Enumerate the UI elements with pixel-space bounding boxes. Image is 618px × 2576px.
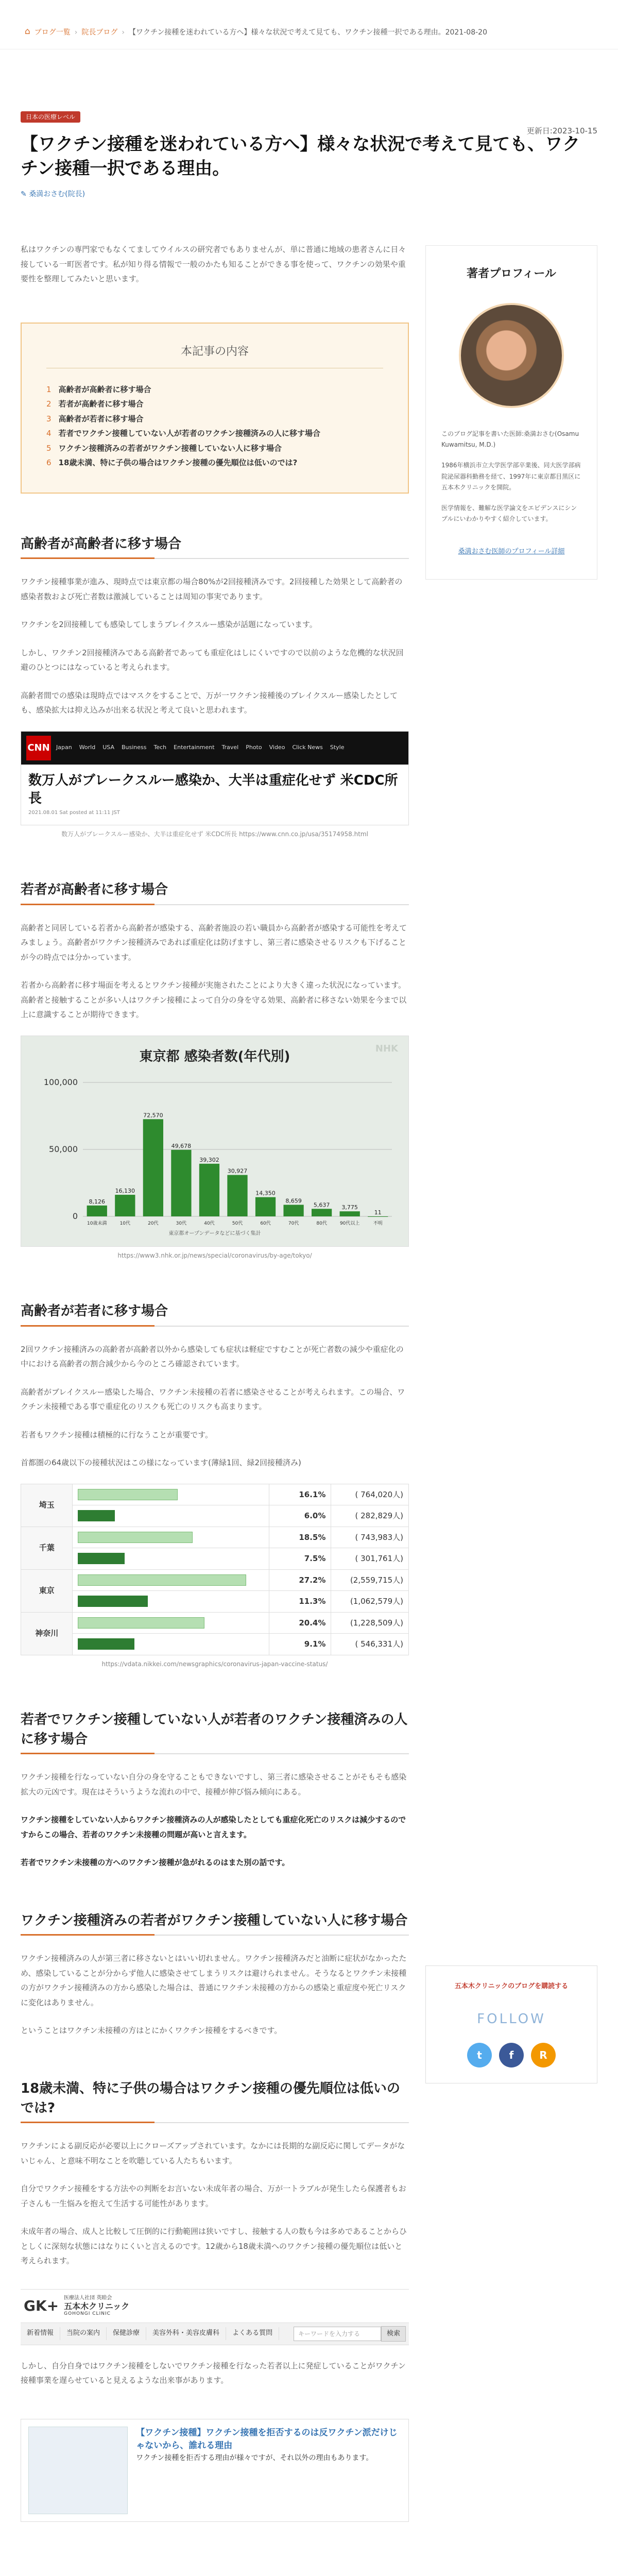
profile-text: このブログ記事を書いた医師:桑満おさむ(Osamu Kuwamitsu, M.D.) <box>441 430 579 449</box>
profile-title: 著者プロフィール <box>467 267 556 280</box>
related-article-text <box>136 2427 401 2514</box>
x-tick-label: 50代 <box>232 1221 243 1226</box>
bar-value-label: 39,302 <box>199 1156 219 1163</box>
follow-box <box>425 1965 597 2083</box>
bar-value-label: 72,570 <box>143 1112 163 1119</box>
progress-cell <box>73 1484 269 1505</box>
body-paragraph: 若者から高齢者に移す場面を考えるとワクチン接種が実施されたことにより大きく違った状況になっています。高齢者と接触することが多い人はワクチン接種によって自分の身を守る効果、高齢者に移さない効果を今まで以上に意識することが期待できます。 <box>21 980 407 1020</box>
breadcrumb-director-blog[interactable]: 院長ブログ <box>81 28 118 37</box>
clinic-search-input[interactable]: キーワードを入力する <box>294 2327 381 2341</box>
category-badge[interactable]: 日本の医療レベル <box>21 111 80 123</box>
breadcrumb-blog-list[interactable]: ブログ一覧 <box>34 28 71 37</box>
chart-watermark: NHK <box>375 1043 398 1054</box>
clinic-nav-item[interactable]: 新着情報 <box>21 2327 60 2340</box>
y-tick-label: 0 <box>72 1211 78 1221</box>
x-tick-label: 不明 <box>373 1221 383 1226</box>
y-tick-label: 50,000 <box>49 1144 78 1154</box>
twitter-icon[interactable]: t <box>467 2043 492 2067</box>
avatar <box>459 303 564 408</box>
table-row <box>21 1527 409 1548</box>
cnn-date: 2021.08.01 Sat posted at 11:11 JST <box>28 809 120 816</box>
cnn-logo: CNN <box>26 736 51 760</box>
percent-cell: 16.1% <box>269 1484 331 1505</box>
clinic-name-line: 五本木クリニック <box>64 2301 130 2311</box>
table-row <box>21 1612 409 1634</box>
author-profile <box>425 245 597 580</box>
count-cell: ( 301,761人) <box>331 1548 409 1570</box>
vaccination-table <box>21 1484 409 1655</box>
intro-paragraph: 私はワクチンの専門家でもなくてましてウイルスの研究者でもありませんが、単に普通に地域の患者さんに日々接している一町医者です。私が知り得る情報で一般のかたも知ることができる事を使って、ワクチンの効果や重要性を整理してみたいと思います。 <box>21 245 406 284</box>
chart-title: 東京都 感染者数(年代別) <box>139 1048 290 1064</box>
body-paragraph: ワクチンを2回接種しても感染してしまうブレイクスルー感染が話題になっています。 <box>21 620 317 630</box>
x-tick-label: 10代 <box>119 1221 131 1226</box>
cnn-nav-item: Entertainment <box>174 744 215 751</box>
body-paragraph: 高齢者と同居している若者から高齢者が感染する、高齢者施設の若い職員から高齢者が感染する可能性を考えてみましょう。高齢者がワクチン接種済みであれば重症化は防げますし、第三者に感染させるリスクも下げることが今の時点では分かっています。 <box>21 923 407 962</box>
chart-bar <box>87 1206 107 1216</box>
clinic-blog-subscribe[interactable]: 五本木クリニックのブログを購読する <box>454 1982 569 1990</box>
cnn-body <box>21 765 408 825</box>
body-paragraph <box>21 1812 409 1842</box>
section-heading: 高齢者が高齢者に移す場合 <box>21 535 409 560</box>
profile-text: 1986年横浜市立大学医学部卒業後、同大医学部病院泌尿器科勤務を経て、1997年に東京都目黒区に五本木クリニックを開院。 <box>441 461 581 492</box>
cnn-nav-item: Video <box>269 744 285 751</box>
body-paragraph: しかし、自分自身ではワクチン接種をしないでワクチン接種を行なった若者以上に発症していることがワクチン接種事業を遅らせていると見えるような出来事があります。 <box>21 2361 406 2385</box>
count-cell: (1,228,509人) <box>331 1612 409 1634</box>
bar-value-label: 8,126 <box>89 1198 106 1205</box>
vaccination-progress-bar <box>78 1489 177 1500</box>
related-article-excerpt: ワクチン接種を拒否する理由が様々ですが、それ以外の理由もあります。 <box>136 2453 373 2462</box>
x-tick-label: 60代 <box>260 1221 271 1226</box>
chart-bar <box>199 1164 219 1216</box>
cnn-nav-item: Tech <box>153 744 167 751</box>
clinic-nav-item[interactable]: 保健診療 <box>107 2327 146 2340</box>
x-tick-label: 10歳未満 <box>87 1221 107 1226</box>
body-paragraph: ワクチン接種事業が進み、現時点では東京都の場合80%が2回接種済みです。2回接種した効果として高齢者の感染者数および死亡者数は激減していることは周知の事実であります。 <box>21 577 403 601</box>
x-tick-label: 20代 <box>148 1221 159 1226</box>
chart-bar <box>143 1119 163 1216</box>
bar-value-label: 16,130 <box>115 1187 135 1194</box>
cnn-header <box>21 732 408 765</box>
cnn-nav-item: Photo <box>246 744 262 751</box>
toc-item[interactable]: 6 18歳未満、特に子供の場合はワクチン接種の優先順位は低いのでは? <box>46 458 298 468</box>
home-icon[interactable]: ⌂ <box>25 26 30 37</box>
toc-item[interactable]: 4 若者でワクチン接種していない人が若者のワクチン接種済みの人に移す場合 <box>46 429 321 438</box>
image-caption[interactable]: 数万人がブレークスルー感染か、大半は重症化せず 米CDC所長 https://www.cnn.co.jp/usa/35174958.html <box>61 830 368 838</box>
bar-value-label: 11 <box>374 1209 382 1216</box>
body-paragraph: ワクチン接種済みの人が第三者に移さないとはいい切れません。ワクチン接種済みだと油断に症状がなかったため、感染していることが分からず他人に感染させてしまうリスクは避けられません。そうなるとワクチン未接種の方がワクチン接種済みの方から感染した場合は、普通にワクチン未接種の方からの感染と重症度や死亡リスクに変化はありません。 <box>21 1954 407 2007</box>
table-row <box>21 1634 409 1655</box>
cnn-nav-item: Travel <box>221 744 239 751</box>
vaccination-progress-bar <box>78 1510 115 1521</box>
follow-label: FOLLOW <box>477 2011 546 2027</box>
table-row <box>21 1484 409 1505</box>
y-tick-label: 100,000 <box>43 1077 78 1087</box>
x-tick-label: 70代 <box>288 1221 299 1226</box>
author-link[interactable] <box>21 188 85 201</box>
clinic-search-button[interactable]: 検索 <box>381 2326 406 2342</box>
percent-cell: 18.5% <box>269 1527 331 1548</box>
related-article-card[interactable] <box>21 2419 409 2522</box>
cnn-headline: 数万人がブレークスルー感染か、大半は重症化せず 米CDC所長 <box>28 772 398 806</box>
body-paragraph: ワクチンによる副反応が必要以上にクローズアップされています。なかには長期的な副反応に関してデータがないじゃん、と意味不明なことを吹聴している人たちもいます。 <box>21 2141 405 2165</box>
table-of-contents <box>21 323 409 494</box>
toc-item[interactable]: 5 ワクチン接種済みの若者がワクチン接種していない人に移す場合 <box>46 443 282 453</box>
bar-value-label: 3,775 <box>341 1204 358 1211</box>
toc-title: 本記事の内容 <box>46 341 383 368</box>
progress-cell <box>73 1569 269 1591</box>
cnn-nav-item: Business <box>121 744 147 751</box>
chart-bar <box>115 1195 135 1216</box>
count-cell: (1,062,579人) <box>331 1591 409 1613</box>
section-heading: 18歳未満、特に子供の場合はワクチン接種の優先順位は低いのでは? <box>21 2079 409 2123</box>
vaccination-progress-bar <box>78 1553 124 1564</box>
percent-cell: 11.3% <box>269 1591 331 1613</box>
chart-note: 東京都オープンデータなどに基づく集計 <box>168 1230 261 1236</box>
clinic-nav-item[interactable]: よくある質問 <box>226 2327 279 2340</box>
body-paragraph <box>21 1855 409 1870</box>
rss-icon[interactable]: R <box>531 2043 556 2067</box>
sidebar <box>425 49 597 2522</box>
percent-cell: 6.0% <box>269 1505 331 1527</box>
chart-bar <box>227 1175 247 1216</box>
profile-text: 医学情報を、難解な医学論文をエビデンスにシンプルにいわかりやすく紹介しています。 <box>441 504 577 523</box>
x-tick-label: 90代以上 <box>339 1221 360 1226</box>
count-cell: ( 743,983人) <box>331 1527 409 1548</box>
body-paragraph: 首都圏の64歳以下の接種状況はこの様になっています(薄緑1回、緑2回接種済み) <box>21 1458 301 1468</box>
chart-bar <box>171 1150 191 1216</box>
section-heading: 若者でワクチン接種していない人が若者のワクチン接種済みの人に移す場合 <box>21 1710 409 1754</box>
chart-bar <box>368 1216 388 1217</box>
count-cell: ( 546,331人) <box>331 1634 409 1655</box>
chart-bar <box>312 1209 332 1216</box>
vaccination-progress-bar <box>78 1596 148 1607</box>
body-paragraph: 未成年者の場合、成人と比較して圧倒的に行動範囲は狭いですし、接触する人の数も今は多めであることからひとしくに深刻な状態にはなりにくいと言えるのです。12歳から18歳未満へのワクチン接種の優先順位は低いと考えられます。 <box>21 2227 407 2266</box>
chart-bar <box>340 1211 360 1216</box>
section-heading: 若者が高齢者に移す場合 <box>21 880 409 905</box>
progress-cell <box>73 1505 269 1527</box>
percent-cell: 20.4% <box>269 1612 331 1634</box>
toc-item[interactable]: 3 高齢者が若者に移す場合 <box>46 414 144 423</box>
updated-date: 更新日:2023-10-15 <box>526 126 597 135</box>
chart-caption[interactable]: https://www3.nhk.or.jp/news/special/coronavirus/by-age/tokyo/ <box>117 1251 312 1259</box>
bar-chart-svg <box>21 1036 408 1246</box>
article-meta <box>21 188 409 201</box>
clinic-logo[interactable] <box>21 2290 409 2323</box>
section-heading: ワクチン接種済みの若者がワクチン接種していない人に移す場合 <box>21 1911 409 1936</box>
cnn-nav-item: Japan <box>56 744 72 751</box>
infection-chart <box>21 1036 409 1247</box>
bold-text: ワクチン接種をしていない人からワクチン接種済みの人が感染したとしても重症化死亡のリスクは減少するのですからこの場合、若者のワクチン未接種の問題が高いと言えます。 <box>21 1815 406 1839</box>
count-cell: ( 764,020人) <box>331 1484 409 1505</box>
body-paragraph: ワクチン接種を行なっていない自分の身を守ることもできないですし、第三者に感染させることがそもそも感染拡大の元凶です。現在はそういうような流れの中で、接種が伸び悩み傾向にある。 <box>21 1772 407 1797</box>
cnn-nav-item: Style <box>330 744 345 751</box>
prefecture-cell: 神奈川 <box>21 1612 73 1655</box>
prefecture-cell: 千葉 <box>21 1527 73 1569</box>
x-tick-label: 30代 <box>176 1221 187 1226</box>
clinic-name-line: 医療法人社団 英睦会 <box>64 2295 112 2301</box>
percent-cell: 7.5% <box>269 1548 331 1570</box>
bar-value-label: 5,637 <box>313 1201 330 1209</box>
progress-cell <box>73 1591 269 1613</box>
clinic-nav <box>21 2323 409 2345</box>
cnn-nav-item: USA <box>102 744 114 751</box>
table-row <box>21 1591 409 1613</box>
bar-value-label: 30,927 <box>227 1167 248 1175</box>
toc-item[interactable]: 1 高齢者が高齢者に移す場合 <box>46 384 151 394</box>
count-cell: ( 282,829人) <box>331 1505 409 1527</box>
chart-bar <box>255 1197 276 1216</box>
toc-item[interactable]: 2 若者が高齢者に移す場合 <box>46 399 144 409</box>
body-paragraph: 高齢者がブレイクスルー感染した場合、ワクチン未接種の若者に感染させることが考えられます。この場合、ワクチン未接種である事で重症化のリスクも死亡のリスクも高まります。 <box>21 1387 405 1412</box>
x-tick-label: 80代 <box>316 1221 327 1226</box>
author-name[interactable]: 桑満おさむ(院長) <box>29 190 85 198</box>
breadcrumb-separator: › <box>122 28 125 37</box>
table-row <box>21 1569 409 1591</box>
cnn-nav-item: World <box>79 744 96 751</box>
breadcrumb <box>0 0 618 49</box>
clinic-banner <box>21 2289 409 2345</box>
body-paragraph: しかし、ワクチン2回接種済みである高齢者であっても重症化はしにくいですので以前のような危機的な状況回避のひとつにはなっていると考えられます。 <box>21 648 404 672</box>
sns-buttons <box>436 2043 587 2067</box>
body-paragraph: 高齢者間での感染は現時点ではマスクをすることで、万が一ワクチン接種後のブレイクスルー感染したとしても、感染拡大は抑え込みが出来る状況と考えて良いと思われます。 <box>21 690 398 715</box>
bar-value-label: 14,350 <box>255 1190 276 1197</box>
cnn-nav <box>56 742 345 753</box>
percent-cell: 9.1% <box>269 1634 331 1655</box>
facebook-icon[interactable]: f <box>499 2043 524 2067</box>
clinic-nav-item[interactable]: 当院の案内 <box>60 2327 107 2340</box>
prefecture-cell: 東京 <box>21 1569 73 1612</box>
vaccination-progress-bar <box>78 1638 134 1650</box>
body-paragraph: ということはワクチン未接種の方はとにかくワクチン接種をするべきです。 <box>21 2026 282 2036</box>
chart-bar <box>283 1205 303 1216</box>
progress-cell <box>73 1612 269 1634</box>
body-paragraph: 自分でワクチン接種をする方法やの判断をお言いない未成年者の場合、万が一トラブルが発生したら保護者もお子さんも一生悩みを抱えて生活する可能性があります。 <box>21 2184 406 2208</box>
related-article-title[interactable]: 【ワクチン接種】ワクチン接種を拒否するのは反ワクチン派だけじゃないから、誰れる理由 <box>136 2427 398 2451</box>
bar-value-label: 49,678 <box>171 1142 192 1149</box>
clinic-nav-item[interactable]: 美容外科・美容皮膚科 <box>146 2327 226 2340</box>
body-paragraph: 2回ワクチン接種済みの高齢者が高齢者以外から感染しても症状は軽症ですむことが死亡者数の減少や重症化の中における高齢者の割合減少から今のところ確認されています。 <box>21 1344 404 1369</box>
table-row <box>21 1505 409 1527</box>
clinic-name <box>64 2295 129 2317</box>
cnn-screenshot <box>21 731 409 825</box>
related-article-thumbnail <box>28 2427 128 2514</box>
progress-cell <box>73 1548 269 1570</box>
vaccination-progress-bar <box>78 1532 192 1543</box>
profile-detail-link[interactable]: 桑満おさむ医師のプロフィール詳細 <box>458 547 565 555</box>
prefecture-cell: 埼玉 <box>21 1484 73 1527</box>
breadcrumb-separator: › <box>74 28 78 37</box>
vaccination-progress-bar <box>78 1574 246 1586</box>
section-heading: 高齢者が若者に移す場合 <box>21 1302 409 1327</box>
count-cell: (2,559,715人) <box>331 1569 409 1591</box>
vaccination-progress-bar <box>78 1617 204 1629</box>
x-tick-label: 40代 <box>204 1221 215 1226</box>
table-caption[interactable]: https://vdata.nikkei.com/newsgraphics/coronavirus-japan-vaccine-status/ <box>101 1660 328 1668</box>
progress-cell <box>73 1527 269 1548</box>
progress-cell <box>73 1634 269 1655</box>
pencil-icon: ✎ <box>21 190 27 198</box>
breadcrumb-current: 【ワクチン接種を迷われている方へ】様々な状況で考えて見ても、ワクチン接種一択である理由。2021-08-20 <box>129 28 487 37</box>
clinic-mark: GK+ <box>24 2297 59 2315</box>
article-title: 【ワクチン接種を迷われている方へ】様々な状況で考えて見ても、ワクチン接種一択である理由。 <box>21 133 580 179</box>
body-paragraph: 若者もワクチン接種は積極的に行なうことが重要です。 <box>21 1430 213 1439</box>
bar-value-label: 8,659 <box>285 1197 302 1205</box>
percent-cell: 27.2% <box>269 1569 331 1591</box>
bold-text: 若者でワクチン未接種の方へのワクチン接種が急がれるのはまた別の話です。 <box>21 1858 290 1868</box>
cnn-nav-item: Click News <box>292 744 323 751</box>
clinic-name-line: GOHONGI CLINIC <box>64 2311 111 2317</box>
table-row <box>21 1548 409 1570</box>
